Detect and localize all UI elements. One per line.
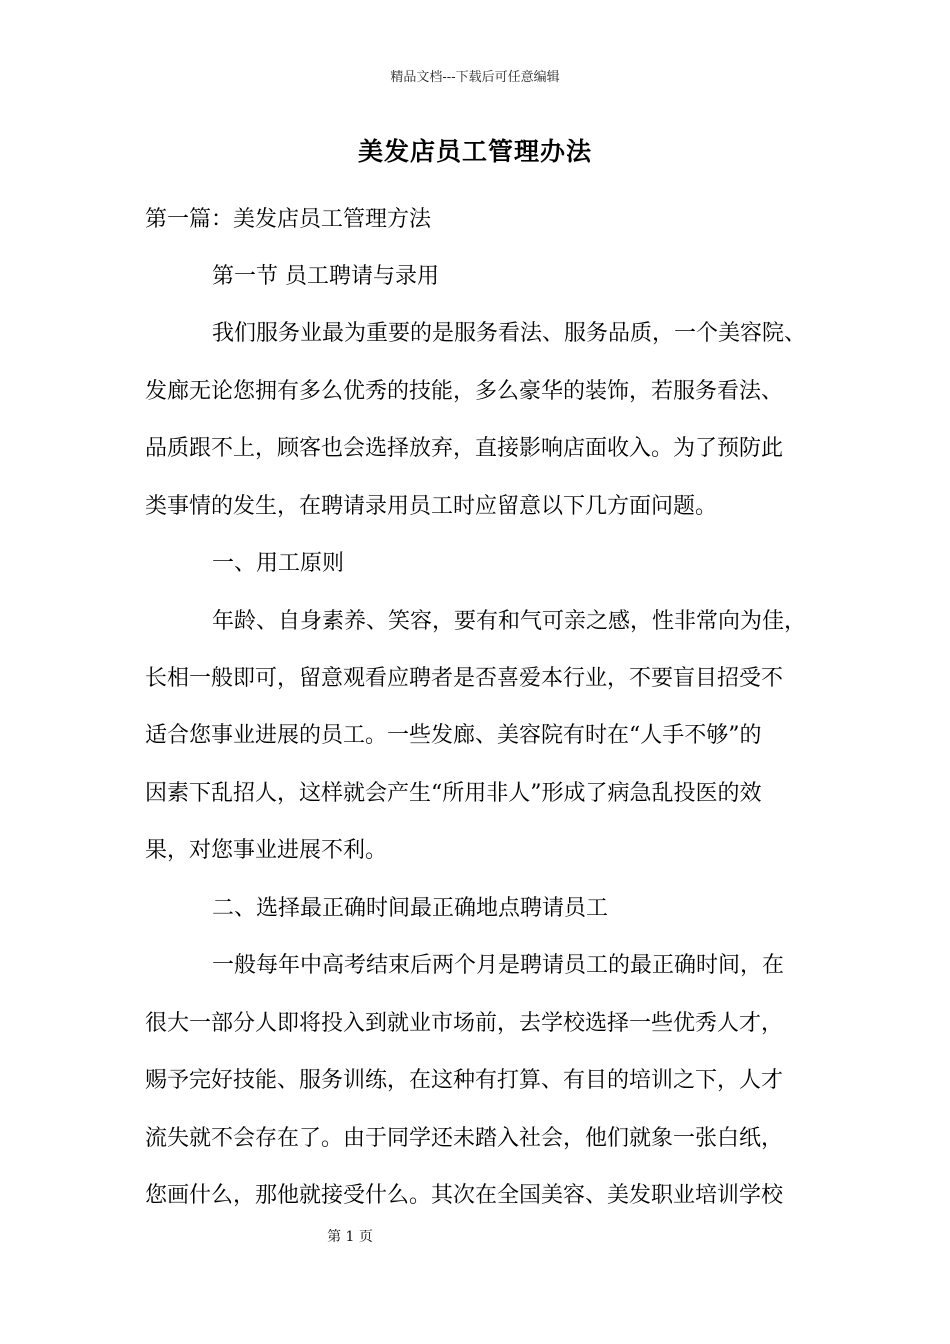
paragraph-line: 您画什么，那他就接受什么。其次在全国美容、美发职业培训学校 (145, 1183, 784, 1208)
paragraph-line: 流失就不会存在了。由于同学还未踏入社会，他们就象一张白纸， (145, 1126, 784, 1151)
paragraph-line: 果，对您事业进展不利。 (145, 838, 388, 863)
paragraph-line: 很大一部分人即将投入到就业市场前，去学校选择一些优秀人才， (145, 1011, 784, 1036)
paragraph-line: 年龄、自身素养、笑容，要有和气可亲之感，性非常向为佳， (212, 609, 807, 634)
paragraph-line: 长相一般即可，留意观看应聘者是否喜爱本行业，不要盲目招受不 (145, 666, 784, 691)
paragraph-line: 发廊无论您拥有多么优秀的技能，多么豪华的装饰，若服务看法、 (145, 379, 784, 404)
document-title: 美发店员工管理办法 (357, 137, 592, 166)
paragraph-line: 一般每年中高考结束后两个月是聘请员工的最正确时间，在 (212, 953, 785, 978)
list-heading: 二、选择最正确时间最正确地点聘请员工 (212, 896, 609, 921)
paragraph-line: 因素下乱招人，这样就会产生“所用非人”形成了病急乱投医的效 (145, 781, 762, 806)
list-heading: 一、用工原则 (212, 551, 345, 576)
header-note: 精品文档---下载后可任意编辑 (390, 70, 560, 85)
paragraph-line: 类事情的发生，在聘请录用员工时应留意以下几方面问题。 (145, 494, 718, 519)
paragraph-line: 适合您事业进展的员工。一些发廊、美容院有时在“人手不够”的 (145, 723, 762, 748)
subsection-heading: 第一节 员工聘请与录用 (212, 264, 439, 289)
paragraph-line: 我们服务业最为重要的是服务看法、服务品质，一个美容院、 (212, 321, 807, 346)
section-heading: 第一篇：美发店员工管理方法 (145, 207, 432, 232)
paragraph-line: 赐予完好技能、服务训练，在这种有打算、有目的培训之下，人才 (145, 1068, 784, 1093)
page-number: 第 1 页 (327, 1229, 373, 1245)
paragraph-line: 品质跟不上，顾客也会选择放弃，直接影响店面收入。为了预防此 (145, 436, 784, 461)
